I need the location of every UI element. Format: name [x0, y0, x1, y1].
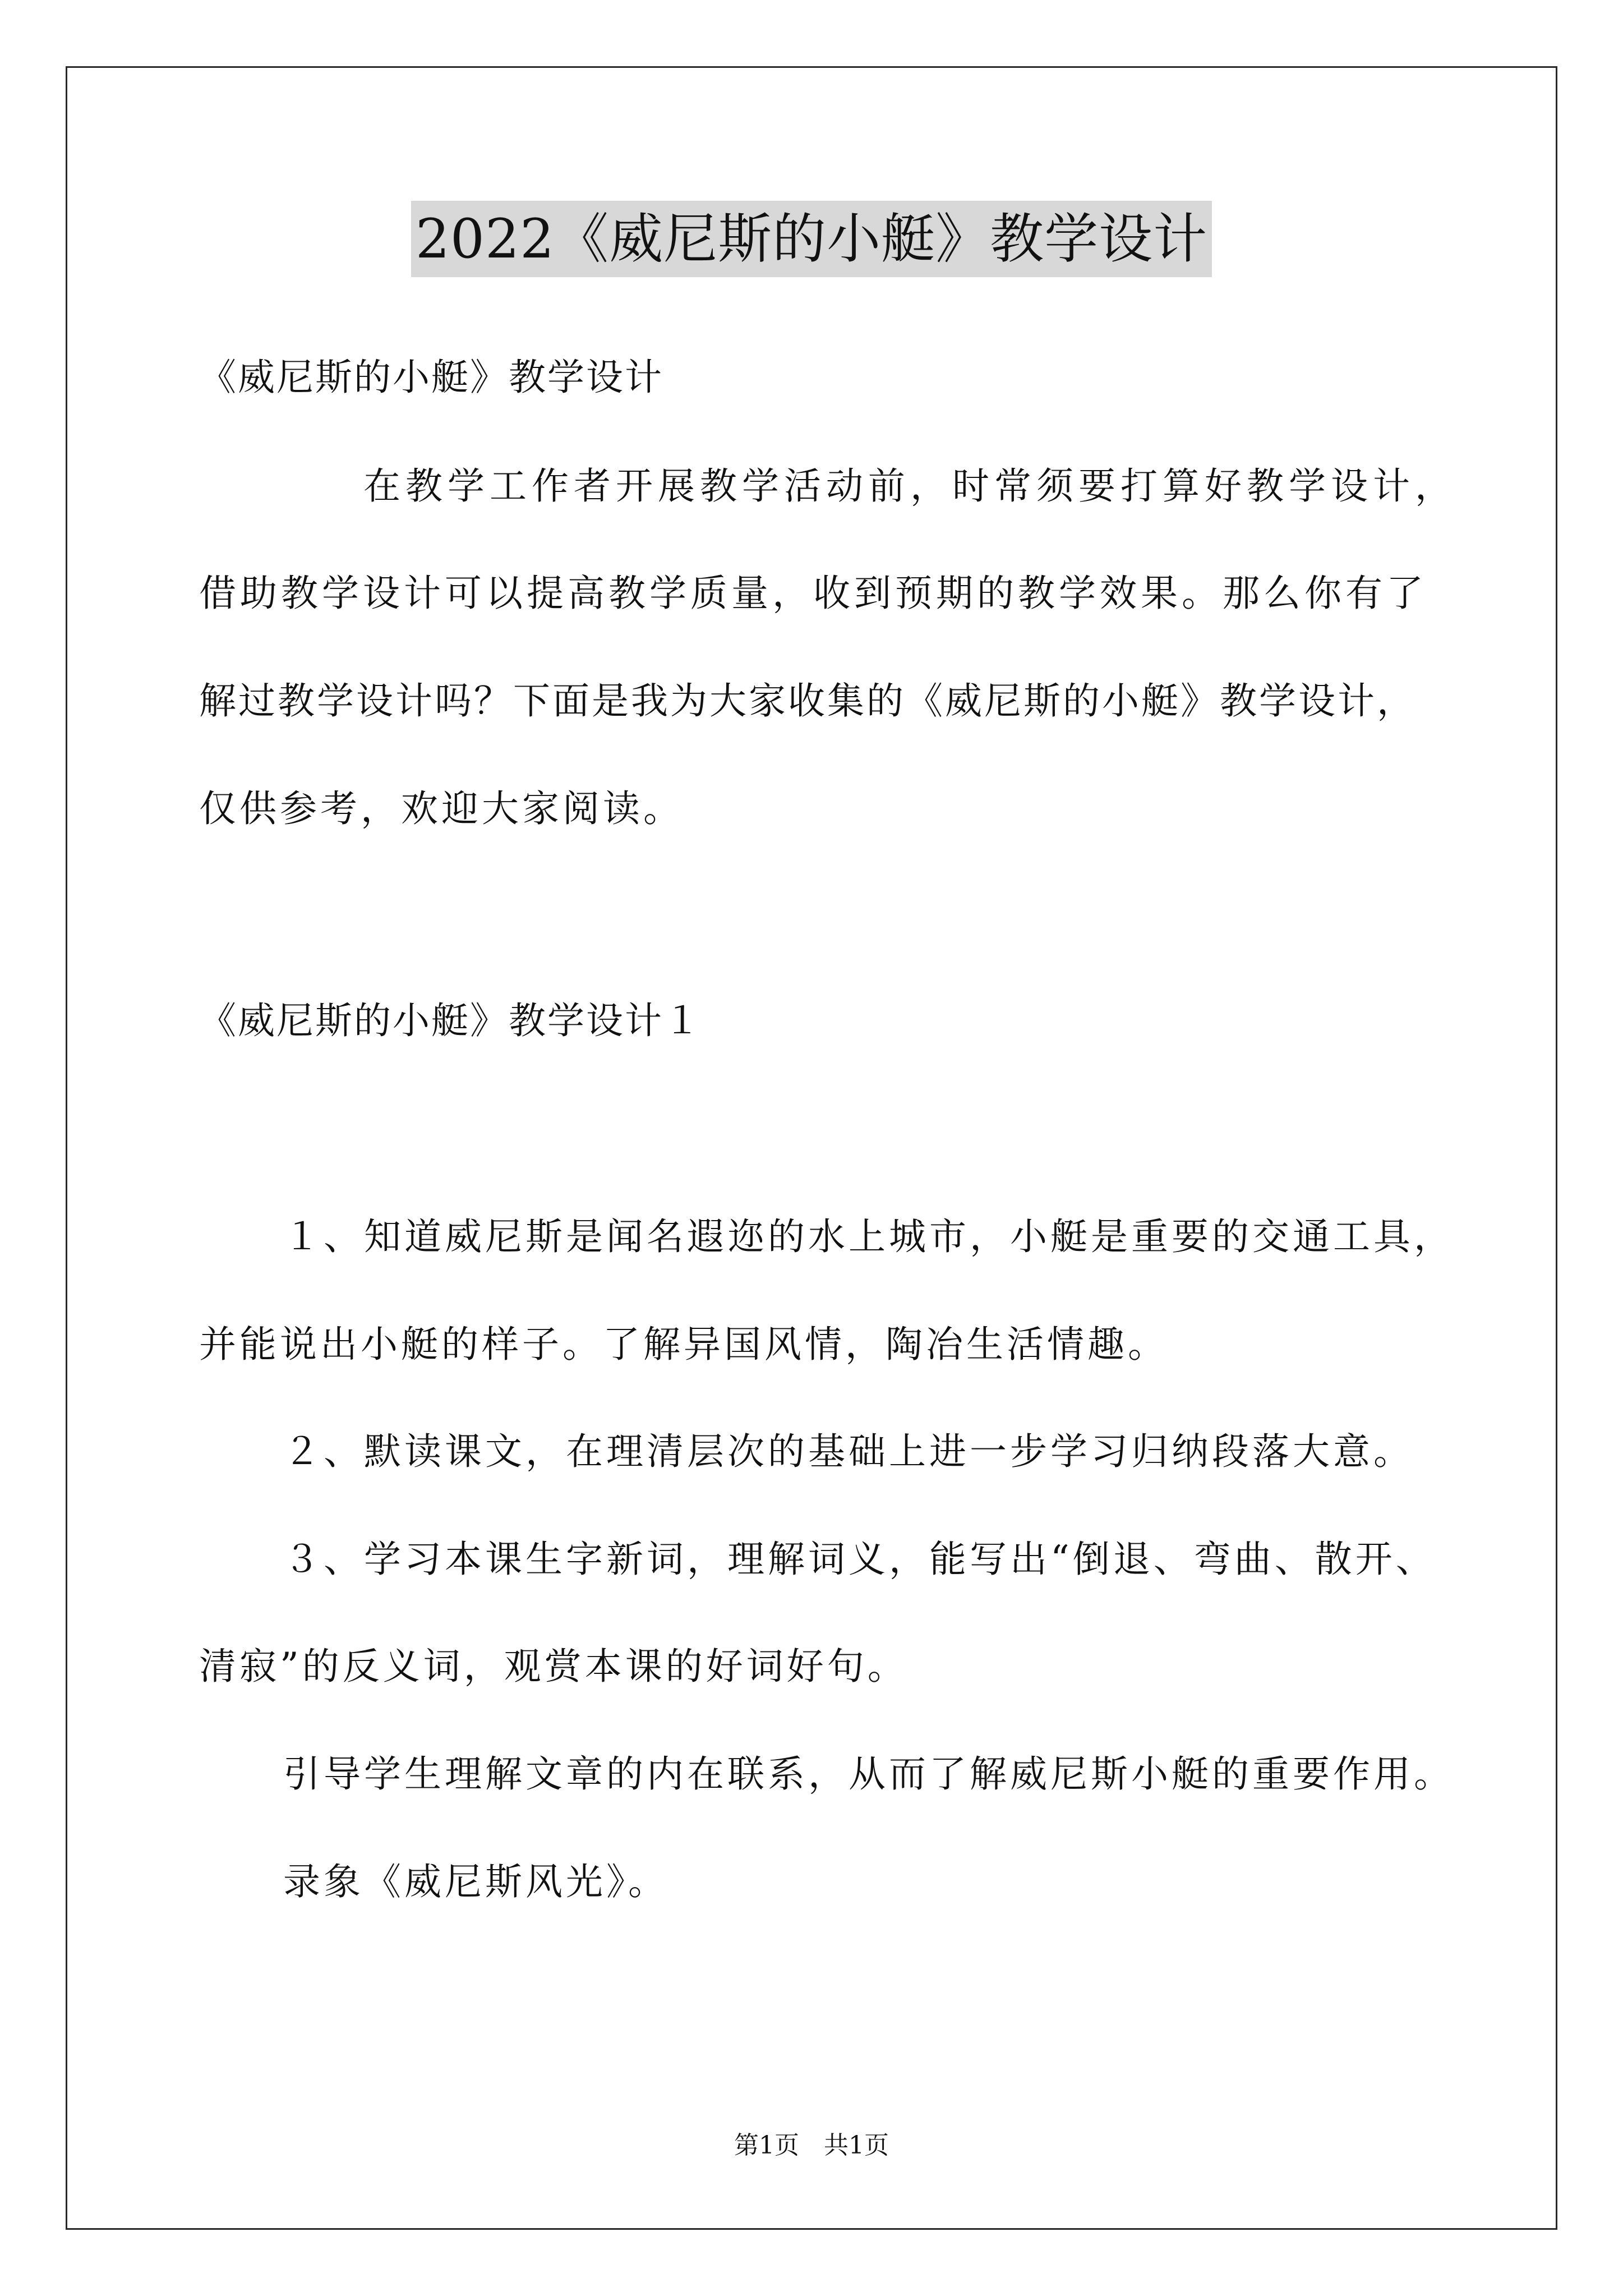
- paragraph-line: 在教学工作者开展教学活动前，时常须要打算好教学设计，: [363, 464, 1457, 508]
- paragraph-line: 并能说出小艇的样子。了解异国风情，陶冶生活情趣。: [199, 1323, 1168, 1366]
- paragraph-line: ２、默读课文，在理清层次的基础上进一步学习归纳段落大意。: [283, 1430, 1414, 1473]
- paragraph-line: 录象《威尼斯风光》。: [283, 1860, 668, 1903]
- paragraph-line: １、知道威尼斯是闻名遐迩的水上城市，小艇是重要的交通工具，: [283, 1215, 1454, 1258]
- page-number-footer: 第1页 共1页: [734, 2131, 889, 2160]
- paragraph-line: ３、学习本课生字新词，理解词义，能写出“倒退、弯曲、散开、: [283, 1538, 1436, 1581]
- subtitle: 《威尼斯的小艇》教学设计: [199, 356, 663, 399]
- paragraph-line: 仅供参考，欢迎大家阅读。: [199, 787, 684, 830]
- paragraph-line: 解过教学设计吗？下面是我为大家收集的《威尼斯的小艇》教学设计，: [199, 679, 1416, 723]
- title-container: [0, 201, 1623, 277]
- paragraph-line: 清寂”的反义词，观赏本课的好词好句。: [199, 1645, 908, 1688]
- paragraph-line: 引导学生理解文章的内在联系，从而了解威尼斯小艇的重要作用。: [283, 1752, 1454, 1796]
- section-heading: 《威尼斯的小艇》教学设计１: [199, 999, 702, 1042]
- document-title: 2022《威尼斯的小艇》教学设计: [411, 201, 1212, 277]
- paragraph-line: 借助教学设计可以提高教学质量，收到预期的教学效果。那么你有了: [199, 572, 1427, 615]
